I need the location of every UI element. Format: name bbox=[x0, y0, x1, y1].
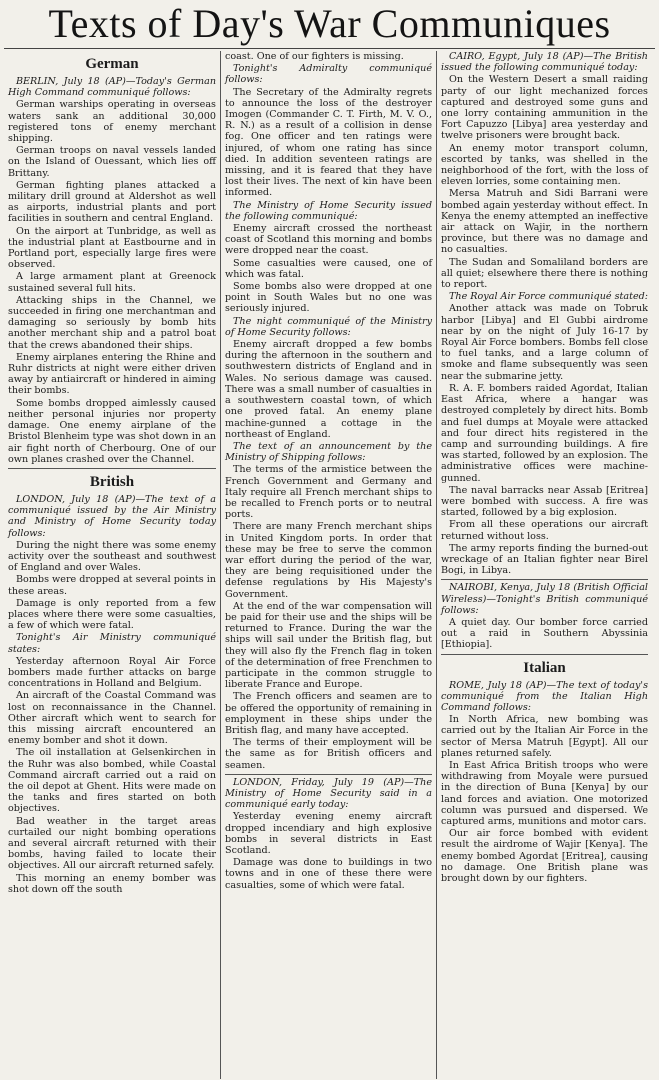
british-continuation: coast. One of our fighters is missing. bbox=[225, 51, 404, 62]
headline-rule bbox=[4, 48, 655, 49]
section-divider bbox=[441, 579, 648, 580]
column-1 bbox=[4, 51, 220, 1079]
paragraph: In East Africa British troops who were withdrawing from Moyale were pursued in the direction of Buna [Kenya] by our land forces and aviation. One motorized column was pursued and dispersed. We captured arms, munitions and motor cars. bbox=[441, 759, 648, 827]
cairo-body-2 bbox=[441, 303, 648, 576]
raf-subhead: The Royal Air Force communiqué stated: bbox=[449, 291, 649, 303]
paragraph: Enemy airplanes entering the Rhine and Ruhr districts at night were either driven away by antiaircraft or hindered in aiming their bombs. bbox=[8, 351, 216, 397]
london-friday-dateline: LONDON, Friday, July 19 (AP)—The Ministry of Home Security said in a communiqué early today: bbox=[225, 776, 432, 811]
german-heading: German bbox=[85, 56, 139, 72]
paragraph: Enemy aircraft crossed the northeast coast of Scotland this morning and bombs were dropped near the coast. bbox=[225, 223, 432, 257]
paragraph: At the end of the war compensation will be paid for their use and the ships will be returned to France. During the war the ships will sail under the British flag, but they will also fly the French flag in token of the determination of free Frenchmen to participate in the common struggle to liberate France and Europe. bbox=[225, 600, 432, 691]
british-body-6 bbox=[225, 464, 432, 770]
paragraph: The naval barracks near Assab [Eritrea] were bombed with success. A fire was started, followed by a big explosion. bbox=[441, 484, 648, 519]
british-body-2 bbox=[8, 656, 216, 895]
british-body-7 bbox=[225, 811, 432, 890]
british-body-1 bbox=[8, 540, 216, 632]
shipping-subhead: The text of an announcement by the Ministry of Shipping follows: bbox=[225, 440, 432, 464]
paragraph: The terms of the armistice between the French Government and Germany and Italy require all French merchant ships to be recalled to French ports or to neutral ports. bbox=[225, 464, 432, 521]
paragraph: On the airport at Tunbridge, as well as the industrial plant at Eastbourne and in Portland port, especially large fires were observed. bbox=[8, 225, 216, 271]
column-2 bbox=[220, 51, 436, 1079]
air-ministry-subhead: Tonight's Air Ministry communiqué states: bbox=[8, 632, 216, 655]
cairo-dateline: CAIRO, Egypt, July 18 (AP)—The British issued the following communiqué today: bbox=[441, 51, 648, 74]
british-dateline: LONDON, July 18 (AP)—The text of a communiqué issued by the Air Ministry and Ministry of Home Security today follows: bbox=[8, 493, 216, 539]
british-body-4 bbox=[225, 223, 432, 315]
paragraph: An aircraft of the Coastal Command was lost on reconnaissance in the Channel. Other aircraft which went to search for this missing aircraft encountered an enemy bomber and shot it down. bbox=[8, 690, 216, 747]
paragraph: Yesterday evening enemy aircraft dropped incendiary and high explosive bombs in several districts in East Scotland. bbox=[225, 811, 432, 857]
paragraph: On the Western Desert a small raiding party of our light mechanized forces captured and destroyed some guns and one lorry containing ammunition in the Fort Capuzzo [Libya] area yesterday and twelve prisoners were brought back. bbox=[441, 74, 648, 142]
italian-dateline: ROME, July 18 (AP)—The text of today's communiqué from the Italian High Command follows: bbox=[441, 679, 648, 713]
paragraph: The oil installation at Gelsenkirchen in the Ruhr was also bombed, while Coastal Command aircraft carried out a raid on the oil depot at Ghent. Hits were made on the tanks and fires started on both objectives. bbox=[8, 747, 216, 815]
paragraph: Bombs were dropped at several points in these areas. bbox=[8, 574, 216, 597]
column-3 bbox=[436, 51, 652, 1079]
paragraph: A large armament plant at Greenock sustained several full hits. bbox=[8, 271, 216, 294]
paragraph: Mersa Matruh and Sidi Barrani were bombed again yesterday without effect. In Kenya the enemy attempted an ineffective air attack on Wajir, in the northern province, but there was no damage and no casualties. bbox=[441, 188, 648, 256]
paragraph: An enemy motor transport column, escorted by tanks, was shelled in the neighborhood of the fort, with the loss of eleven lorries, some containing men. bbox=[441, 142, 648, 188]
british-heading: British bbox=[89, 473, 135, 490]
nairobi-dateline: NAIROBI, Kenya, July 18 (British Official Wireless)—Tonight's British communiqué follows: bbox=[441, 582, 648, 616]
paragraph: Enemy aircraft dropped a few bombs during the afternoon in the southern and southwestern districts of England and in Wales. No serious damage was caused. There was a small number of casualties in a southwestern coastal town, of which one proved fatal. An enemy plane machine-gunned a cottage in the northeast of England. bbox=[225, 339, 432, 440]
british-body-5 bbox=[225, 339, 432, 440]
section-divider bbox=[8, 468, 216, 469]
admiralty-subhead: Tonight's Admiralty communiqué follows: bbox=[225, 63, 432, 86]
german-body bbox=[8, 99, 216, 465]
section-divider bbox=[225, 774, 432, 775]
italian-heading: Italian bbox=[523, 659, 566, 676]
cairo-body-1 bbox=[441, 74, 648, 290]
paragraph: German troops on naval vessels landed on the Island of Ouessant, which lies off Brittany. bbox=[8, 145, 216, 179]
paragraph: R. A. F. bombers raided Agordat, Italian East Africa, where a hangar was destroyed completely by direct hits. Bomb and fuel dumps at Moyale were attacked and four direct hits registered in the camp and surrounding buildings. A fire was started, followed by an explosion. The administrative offices were machine-gunned. bbox=[441, 382, 649, 484]
italian-body bbox=[441, 714, 648, 884]
paragraph: German fighting planes attacked a military drill ground at Aldershot as well as airports, industrial plants and port facilities in southern and central England. bbox=[8, 179, 216, 225]
paragraph: Damage is only reported from a few places where there were some casualties, a few of which were fatal. bbox=[8, 597, 216, 632]
paragraph: The French officers and seamen are to be offered the opportunity of remaining in employment in these ships under the British flag, and many have accepted. bbox=[225, 691, 432, 736]
paragraph: Some casualties were caused, one of which was fatal. bbox=[225, 257, 432, 280]
paragraph: There are many French merchant ships in United Kingdom ports. In order that these may be free to serve the common war effort during the period of the war, they are being requisitioned under the defense regulations by His Majesty's Government. bbox=[225, 521, 432, 600]
paragraph: The Sudan and Somaliland borders are all quiet; elsewhere there there is nothing to report. bbox=[441, 256, 648, 291]
paragraph: The Secretary of the Admiralty regrets to announce the loss of the destroyer Imogen (Commander C. T. Firth, M. V. O., R. N.) as a result of a collision in dense fog. One officer and ten ratings were injured, of whom one rating has since died. In addition seventeen ratings are missing, and it is feared that they have lost their lives. The next of kin have been informed. bbox=[225, 86, 432, 199]
night-communique-subhead: The night communiqué of the Ministry of Home Security follows: bbox=[225, 315, 432, 338]
paragraph: Bad weather in the target areas curtailed our night bombing operations and several aircraft returned with their bombs, having failed to locate their objectives. All our aircraft returned safely. bbox=[8, 815, 216, 872]
paragraph: Damage was done to buildings in two towns and in one of these there were casualties, some of which were fatal. bbox=[225, 857, 432, 891]
british-body-3 bbox=[225, 87, 432, 199]
paragraph: From all these operations our aircraft returned without loss. bbox=[441, 519, 648, 542]
paragraph: A quiet day. Our bomber force carried out a raid in Southern Abyssinia [Ethiopia]. bbox=[441, 616, 648, 651]
home-security-subhead: The Ministry of Home Security issued the following communiqué: bbox=[225, 199, 432, 222]
paragraph: Our air force bombed with evident result the airdrome of Wajir [Kenya]. The enemy bombed Agordat [Eritrea], causing no damage. One British plane was brought down by our fighters. bbox=[441, 828, 648, 885]
section-divider bbox=[441, 654, 648, 655]
paragraph: German warships operating in overseas waters sank an additional 30,000 registered tons of enemy merchant shipping. bbox=[8, 99, 216, 145]
paragraph: Another attack was made on Tobruk harbor [Libya] and El Gubbi airdrome near by on the night of July 16-17 by Royal Air Force bombers. Bombs fell close to fuel tanks, and a large column of smoke and flame subsequently was seen near the submarine jetty. bbox=[441, 303, 648, 382]
paragraph: Yesterday afternoon Royal Air Force bombers made further attacks on barge concentrations in Holland and Belgium. bbox=[8, 655, 216, 690]
paragraph: Some bombs also were dropped at one point in South Wales but no one was seriously injured. bbox=[225, 281, 432, 315]
paragraph: This morning an enemy bomber was shot down off the south bbox=[8, 872, 216, 895]
paragraph: During the night there was some enemy activity over the southeast and southwest of England and over Wales. bbox=[8, 539, 216, 574]
german-dateline: BERLIN, July 18 (AP)—Today's German High Command communiqué follows: bbox=[8, 76, 216, 99]
paragraph: The terms of their employment will be the same as for British officers and seamen. bbox=[225, 737, 432, 771]
paragraph: Some bombs dropped aimlessly caused neither personal injuries nor property damage. One enemy airplane of the Bristol Blenheim type was shot down in an air fight north of Cherbourg. One of our own planes crashed over the Channel. bbox=[8, 397, 216, 465]
paragraph: Attacking ships in the Channel, we succeeded in firing one merchantman and damaging so seriously by bomb hits another merchant ship and a patrol boat that the crews abandoned their ships. bbox=[8, 294, 216, 351]
columns bbox=[4, 51, 655, 1079]
page-headline: Texts of Day's War Communiques bbox=[48, 1, 611, 46]
nairobi-body bbox=[441, 617, 648, 651]
paragraph: In North Africa, new bombing was carried out by the Italian Air Force in the sector of Mersa Matruh [Egypt]. All our planes returned safely. bbox=[441, 714, 648, 759]
paragraph: The army reports finding the burned-out wreckage of an Italian fighter near Birel Bogi, in Libya. bbox=[441, 542, 648, 577]
